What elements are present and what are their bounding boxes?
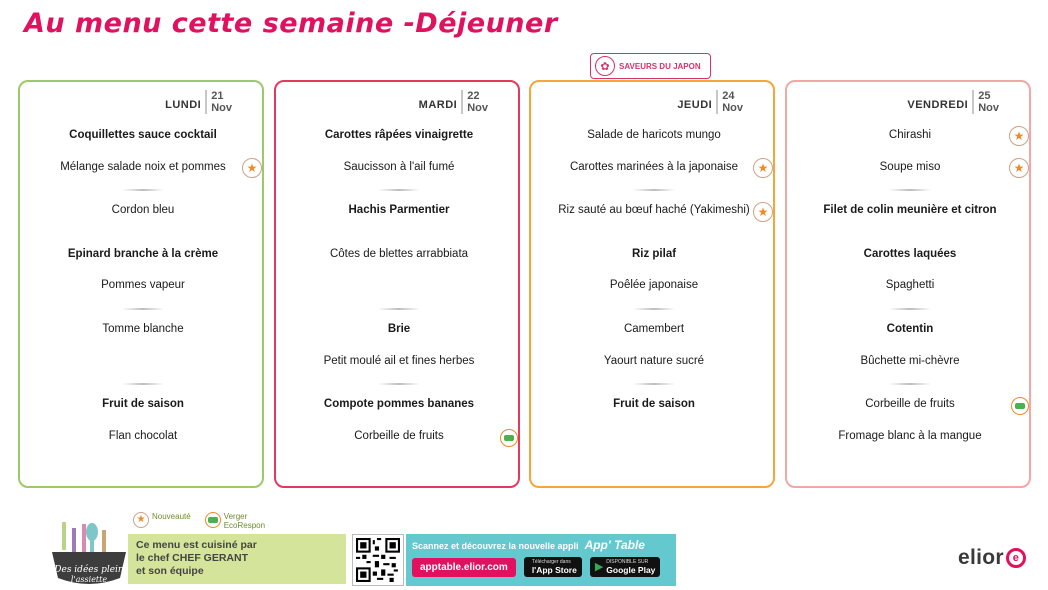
dish: Saucisson à l'ail fumé (343, 161, 455, 173)
dish: Côtes de blettes arrabbiata (329, 248, 469, 260)
day-card-friday (785, 80, 1031, 488)
dish: Filet de colin meunière et citron (823, 204, 997, 216)
separator (633, 189, 675, 191)
day-month: Nov (722, 102, 743, 114)
dish: Coquillettes sauce cocktail (69, 129, 217, 141)
new-star-icon: ★ (1009, 126, 1029, 146)
separator (633, 308, 675, 310)
brand-name: elior (958, 546, 1004, 569)
app-url-button[interactable]: apptable.elior.com (412, 558, 516, 577)
elior-mark-icon: e (1006, 548, 1026, 568)
dish: Yaourt nature sucré (603, 355, 705, 367)
dish: Spaghetti (885, 279, 935, 291)
new-star-icon: ★ (242, 158, 262, 178)
chef-info (128, 534, 346, 584)
dish: Fruit de saison (102, 398, 184, 410)
separator (378, 308, 420, 310)
separator (889, 308, 931, 310)
chef-line1: Ce menu est cuisiné par (136, 539, 257, 551)
qr-code-icon (356, 538, 400, 582)
dish: Fruit de saison (613, 398, 695, 410)
verger-ecorespon-icon (1011, 397, 1029, 415)
dish: Corbeille de fruits (865, 398, 955, 410)
dish: Hachis Parmentier (348, 204, 450, 216)
separator (122, 308, 164, 310)
page-title: Au menu cette semaine -Déjeuner (24, 8, 558, 39)
app-store-label: l'App Store (531, 565, 577, 575)
separator (889, 189, 931, 191)
google-play-icon: ▶ (594, 560, 604, 573)
day-number: 22 (467, 90, 480, 102)
day-name: LUNDI (165, 99, 202, 111)
separator (378, 189, 420, 191)
app-store-button[interactable] (524, 557, 582, 577)
day-date (205, 90, 232, 114)
day-header (165, 90, 232, 114)
theme-badge (590, 53, 711, 79)
new-star-icon: ★ (133, 512, 149, 528)
theme-badge-label: SAVEURS DU JAPON (619, 61, 701, 71)
day-name: MARDI (418, 99, 458, 111)
verger-ecorespon-icon (500, 429, 518, 447)
dish: Chirashi (888, 129, 932, 141)
legend-new-label: Nouveauté (152, 512, 191, 521)
dish: Salade de haricots mungo (587, 129, 721, 141)
dish: Flan chocolat (108, 430, 178, 442)
dish: Fromage blanc à la mangue (838, 430, 982, 442)
day-header (907, 90, 999, 114)
separator (378, 383, 420, 385)
day-number: 24 (722, 90, 735, 102)
dish: Cordon bleu (111, 204, 175, 216)
svg-text:l'assiette: l'assiette (70, 575, 108, 584)
day-name: JEUDI (677, 99, 713, 111)
day-month: Nov (467, 102, 488, 114)
dish: Pommes vapeur (101, 279, 185, 291)
google-play-button[interactable] (590, 557, 661, 577)
dish: Epinard branche à la crème (67, 248, 219, 260)
qr-code[interactable] (352, 534, 404, 586)
dish: Petit moulé ail et fines herbes (323, 355, 475, 367)
dish: Camembert (623, 323, 685, 335)
verger-ecorespon-icon (205, 512, 221, 528)
dish: Tomme blanche (102, 323, 184, 335)
separator (889, 383, 931, 385)
legend (133, 512, 265, 530)
legend-verger (205, 512, 265, 530)
dish: Bûchette mi-chèvre (860, 355, 960, 367)
app-store-small: Télécharger dans (531, 559, 571, 565)
dish: Soupe miso (879, 161, 941, 173)
dish: Mélange salade noix et pommes (60, 161, 226, 173)
day-header (419, 90, 488, 114)
dish: Riz pilaf (631, 248, 677, 260)
dish: Cotentin (886, 323, 934, 335)
legend-verger-label (224, 512, 265, 530)
day-date (461, 90, 488, 114)
day-header (677, 90, 743, 114)
legend-new (133, 512, 191, 530)
app-promo (406, 534, 676, 586)
elior-logo (958, 546, 1026, 570)
dish: Compote pommes bananes (323, 398, 475, 410)
app-promo-header (412, 538, 670, 552)
dish: Poêlée japonaise (609, 279, 699, 291)
new-star-icon: ★ (753, 158, 773, 178)
day-name: VENDREDI (907, 99, 969, 111)
legend-verger-line2: EcoRespon (223, 521, 266, 530)
day-number: 21 (211, 90, 224, 102)
dish: Brie (387, 323, 411, 335)
app-scan-text: Scannez et découvrez la nouvelle appli (412, 541, 579, 551)
day-number: 25 (978, 90, 991, 102)
new-star-icon: ★ (753, 202, 773, 222)
day-card-monday (18, 80, 264, 488)
separator (633, 383, 675, 385)
chef-utensils-logo (44, 520, 134, 590)
day-date (716, 90, 743, 114)
separator (122, 383, 164, 385)
day-date (972, 90, 999, 114)
dish: Riz sauté au bœuf haché (Yakimeshi) (558, 204, 750, 216)
dish: Carottes marinées à la japonaise (569, 161, 739, 173)
chef-line2: le chef CHEF GERANT (136, 552, 249, 564)
dish: Carottes râpées vinaigrette (324, 129, 474, 141)
google-play-small: DISPONIBLE SUR (606, 559, 649, 565)
svg-text:Des idées plein: Des idées plein (54, 565, 124, 575)
google-play-label: Google Play (606, 565, 656, 575)
dish: Carottes laquées (863, 248, 957, 260)
day-month: Nov (978, 102, 999, 114)
legend-verger-line1: Verger (223, 512, 248, 521)
chef-line3: et son équipe (136, 565, 204, 577)
day-month: Nov (211, 102, 232, 114)
separator (122, 189, 164, 191)
japan-flag-icon: ✿ (595, 56, 615, 76)
app-name: App' Table (584, 538, 645, 552)
dish: Corbeille de fruits (354, 430, 444, 442)
new-star-icon: ★ (1009, 158, 1029, 178)
day-card-tuesday (274, 80, 520, 488)
day-card-thursday (529, 80, 775, 488)
app-links (412, 557, 670, 577)
